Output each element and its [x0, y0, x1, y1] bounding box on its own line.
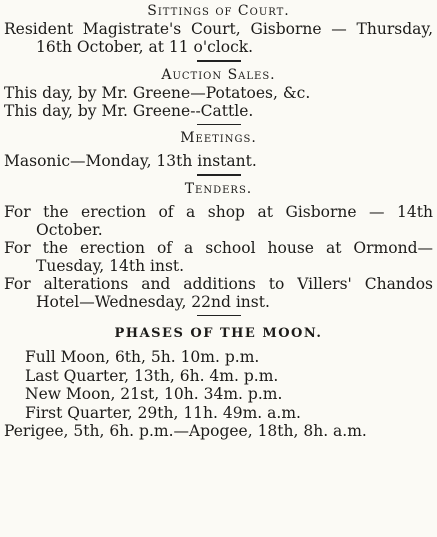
meetings-item: Masonic—Monday, 13th instant. — [4, 152, 257, 170]
section-title-meetings: Meetings. — [180, 130, 257, 146]
section-sittings — [4, 2, 433, 62]
moon-phase-item: New Moon, 21st, 10h. 34m. p.m. — [25, 385, 283, 403]
moon-phase-item: Perigee, 5th, 6h. p.m.—Apogee, 18th, 8h. a.m. — [4, 422, 367, 440]
sittings-item: Resident Magistrate's Court, Gisborne — Thursday, 16th October, at 11 o'clock. — [4, 20, 433, 56]
moon-phase-item: First Quarter, 29th, 11h. 49m. a.m. — [25, 403, 301, 422]
section-divider — [197, 315, 241, 316]
section-meetings — [4, 129, 433, 176]
tenders-item: For alterations and additions to Villers' Chandos Hotel—Wednesday, 22nd inst. — [4, 275, 433, 311]
section-title-auction: Auction Sales. — [161, 67, 276, 83]
moon-phase-item: Full Moon, 6th, 5h. 10m. p.m. — [25, 348, 260, 366]
auction-item: This day, by Mr. Greene—Potatoes, &c. — [4, 84, 311, 102]
section-divider — [197, 60, 241, 62]
section-moon — [4, 320, 433, 441]
section-title-tenders: Tenders. — [184, 181, 253, 197]
tenders-item: For the erection of a school house at Ormond—Tuesday, 14th inst. — [4, 239, 433, 275]
auction-item: This day, by Mr. Greene--Cattle. — [4, 102, 254, 120]
moon-phase-item: Last Quarter, 13th, 6h. 4m. p.m. — [25, 366, 279, 385]
section-divider — [197, 174, 241, 176]
section-title-sittings: Sittings of Court. — [147, 3, 290, 19]
section-divider — [197, 124, 241, 125]
section-tenders — [4, 180, 433, 316]
section-auction — [4, 66, 433, 125]
section-title-moon: PHASES OF THE MOON. — [114, 326, 323, 341]
tenders-item: For the erection of a shop at Gisborne — 14th October. — [4, 203, 433, 239]
